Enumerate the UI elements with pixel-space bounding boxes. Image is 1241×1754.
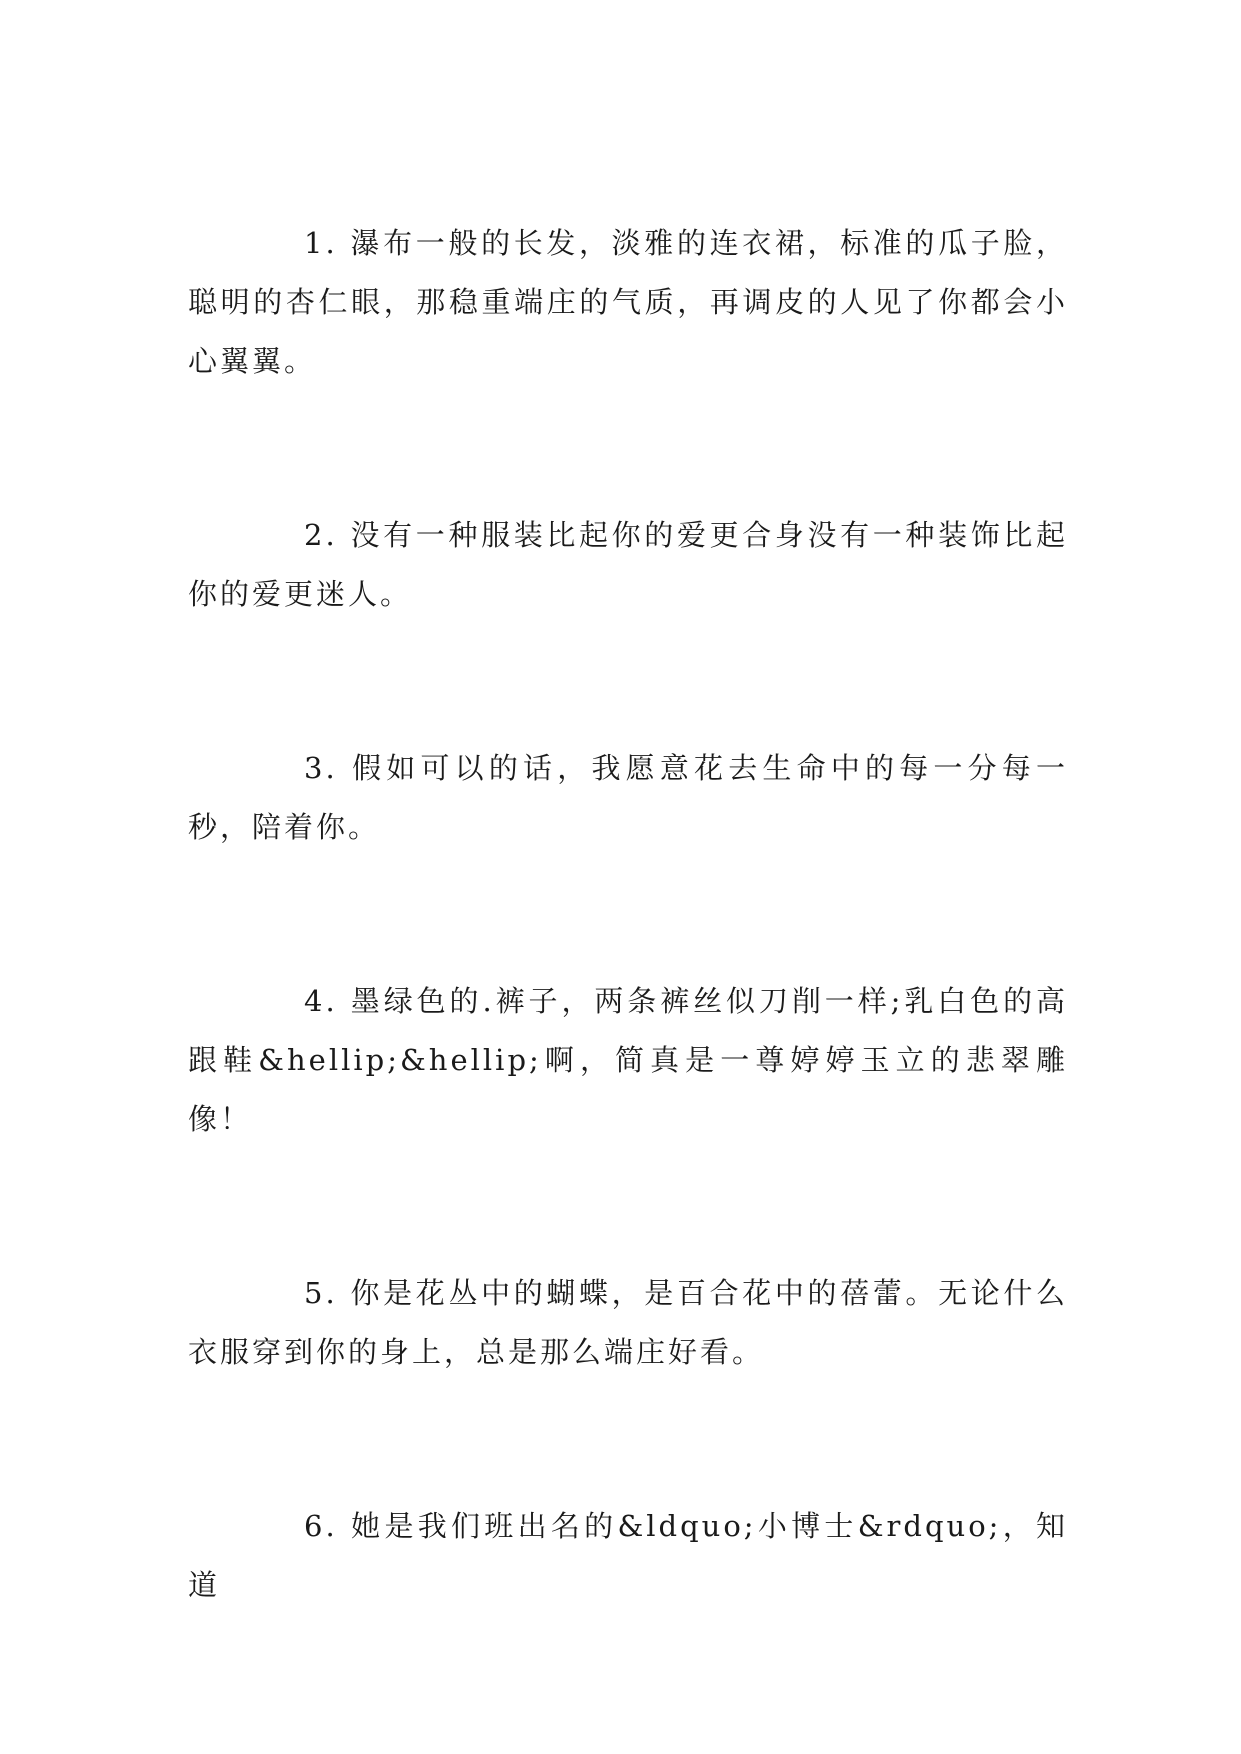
paragraph-5: 5. 你是花丛中的蝴蝶，是百合花中的蓓蕾。无论什么衣服穿到你的身上，总是那么端庄好看。 (188, 1276, 1068, 1369)
paragraph-3: 3. 假如可以的话，我愿意花去生命中的每一分每一秒，陪着你。 (188, 751, 1068, 844)
document-body (188, 214, 1068, 1615)
paragraph-6: 6. 她是我们班出名的&ldquo;小博士&rdquo;，知道 (188, 1509, 1068, 1602)
paragraph-2: 2. 没有一种服装比起你的爱更合身没有一种装饰比起你的爱更迷人。 (188, 518, 1068, 611)
paragraph-1: 1. 瀑布一般的长发，淡雅的连衣裙，标准的瓜子脸，聪明的杏仁眼，那稳重端庄的气质，再调皮的人见了你都会小心翼翼。 (188, 226, 1068, 378)
paragraph-4: 4. 墨绿色的.裤子，两条裤丝似刀削一样;乳白色的高跟鞋&hellip;&hellip;啊，简真是一尊婷婷玉立的悲翠雕像！ (188, 984, 1068, 1136)
